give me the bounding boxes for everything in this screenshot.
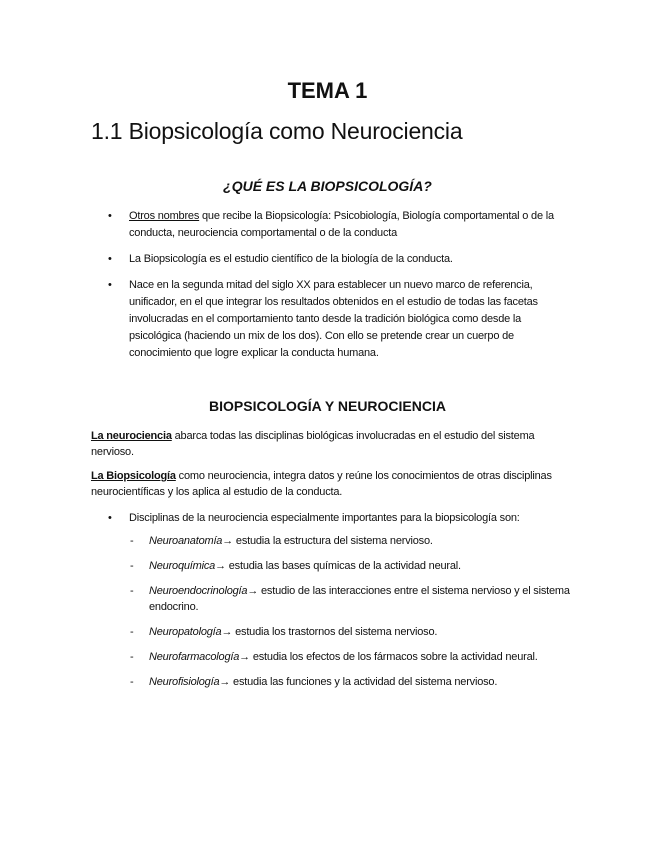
discipline-desc: estudia los trastornos del sistema nervioso. xyxy=(232,626,438,638)
arrow-icon: → xyxy=(221,626,233,638)
list-item xyxy=(130,558,570,574)
paragraph-lead: La neurociencia xyxy=(91,430,172,442)
discipline-name: Neuroendocrinología xyxy=(149,585,248,597)
disciplines-list xyxy=(130,533,570,699)
bullet-text: La Biopsicología es el estudio científico de la biología de la conducta. xyxy=(129,253,453,265)
bullet-lead: Otros nombres xyxy=(129,210,200,222)
discipline-name: Neurofisiología xyxy=(149,676,220,688)
arrow-icon: → xyxy=(219,676,231,688)
arrow-icon: → xyxy=(239,651,250,663)
discipline-name: Neuroquímica xyxy=(149,560,216,572)
disciplines-intro-text: Disciplinas de la neurociencia especialmente importantes para la biopsicología son: xyxy=(129,512,520,524)
arrow-icon: → xyxy=(215,560,226,572)
list-item xyxy=(108,251,568,268)
discipline-desc: estudio de las interacciones entre el sistema nervioso y el sistema endocrino. xyxy=(149,585,570,613)
arrow-icon: → xyxy=(247,585,259,597)
bullet-text: Nace en la segunda mitad del siglo XX para establecer un nuevo marco de referencia, unificador, en el que integrar los resultados obtenidos en el estudio de todas las facetas involucradas en el comportamiento tanto desde la tradición biológica como desde la psicológica (haciendo un mix de los dos). Con ello se pretende crear un cuerpo de conocimiento que logre explicar la conducta humana. xyxy=(129,279,538,359)
paragraph-text: abarca todas las disciplinas biológicas involucradas en el estudio del sistema nervioso. xyxy=(91,430,535,458)
intro-bullet-list xyxy=(108,208,568,371)
paragraph-biopsicologia xyxy=(91,468,566,500)
list-item xyxy=(130,624,570,640)
paragraph-text: como neurociencia, integra datos y reúne los conocimientos de otras disciplinas neurocientíficas y los aplica al estudio de la conducta. xyxy=(91,470,552,498)
list-item xyxy=(130,533,570,549)
bullet-icon: • xyxy=(108,279,112,291)
list-item xyxy=(130,649,570,665)
arrow-icon: → xyxy=(222,535,234,547)
discipline-name: Neuropatología xyxy=(149,626,222,638)
dash-icon: - xyxy=(130,676,134,688)
bullet-text: que recibe la Biopsicología: Psicobiología, Biología comportamental o de la conducta, neurociencia comportamental o de la conducta xyxy=(129,210,554,239)
paragraph-neurociencia xyxy=(91,428,566,460)
bullet-icon: • xyxy=(108,253,112,265)
heading-biopsicologia-neurociencia: BIOPSICOLOGÍA Y NEUROCIENCIA xyxy=(209,398,446,414)
dash-icon: - xyxy=(130,626,134,638)
list-item xyxy=(130,583,570,615)
tema-title: TEMA 1 xyxy=(287,78,368,103)
question-heading: ¿QUÉ ES LA BIOPSICOLOGÍA? xyxy=(223,178,432,194)
dash-icon: - xyxy=(130,651,134,663)
list-item xyxy=(108,277,568,362)
discipline-desc: estudia los efectos de los fármacos sobre la actividad neural. xyxy=(249,651,538,663)
section-title: 1.1 Biopsicología como Neurociencia xyxy=(91,118,463,144)
discipline-name: Neurofarmacología xyxy=(149,651,240,663)
list-item xyxy=(130,674,570,690)
list-item xyxy=(108,208,568,242)
discipline-desc: estudia la estructura del sistema nervioso. xyxy=(233,535,433,547)
dash-icon: - xyxy=(130,560,134,572)
discipline-desc: estudia las bases químicas de la actividad neural. xyxy=(225,560,461,572)
dash-icon: - xyxy=(130,535,134,547)
bullet-icon: • xyxy=(108,210,112,222)
disciplines-intro xyxy=(108,510,578,526)
dash-icon: - xyxy=(130,585,134,597)
discipline-name: Neuroanatomía xyxy=(149,535,223,547)
paragraph-lead: La Biopsicología xyxy=(91,470,176,482)
bullet-icon: • xyxy=(108,512,112,524)
discipline-desc: estudia las funciones y la actividad del sistema nervioso. xyxy=(230,676,498,688)
